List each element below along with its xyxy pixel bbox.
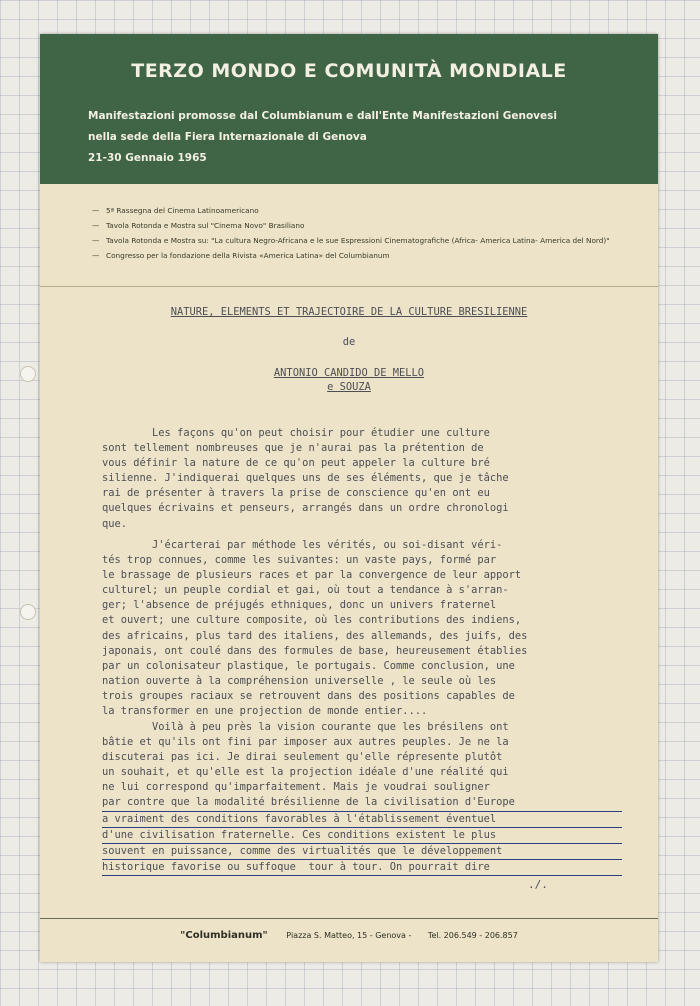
underlined-line: par contre que la modalité brésilienne de la civilisation d'Europe (102, 795, 622, 811)
text-line: trois groupes raciaux se retrouvent dans des positions capables de (102, 689, 515, 702)
footer-phone: Tel. 206.549 - 206.857 (427, 931, 518, 940)
subtitle-line-1: Manifestazioni promosse dal Columbianum e dall'Ente Manifestazioni Genovesi (88, 110, 557, 122)
event-item: — Congresso per la fondazione della Rivista «America Latina» del Columbianum (92, 251, 652, 261)
paragraph-2 (102, 538, 622, 719)
text-line: vous définir la nature de ce qu'on peut appeler la culture bré (102, 457, 490, 470)
text-line: le brassage de plusieurs races et par la convergence de leur apport (102, 569, 522, 582)
text-line: des africains, plus tard des italiens, des allemands, des juifs, des (102, 629, 528, 642)
header-divider (40, 286, 658, 287)
text-line: culturel; un peuple cordial et gai, où tout a tendance à s'arran- (102, 584, 509, 597)
footer-address: Piazza S. Matteo, 15 - Genova - (286, 931, 412, 940)
text-line: la transformer en une projection de monde entier.... (102, 705, 428, 718)
event-title: TERZO MONDO E COMUNITÀ MONDIALE (131, 60, 567, 82)
punch-hole-bottom (20, 604, 36, 620)
text-line: japonais, ont coulé dans des formules de base, heureusement établies (102, 644, 528, 657)
text-line: bâtie et qu'ils ont fini par imposer aux autres peuples. Je ne la (102, 736, 509, 749)
text-line: Les façons qu'on peut choisir pour étudier une culture (102, 427, 490, 439)
text-line: quelques écrivains et penseurs, arrangés dans un ordre chronologi (102, 502, 509, 515)
text-line: Voilà à peu près la vision courante que les brésilens ont (102, 721, 509, 733)
footer-brand: "Columbianum" (180, 930, 268, 941)
text-line: rai de présenter à travers la prise de conscience qu'en ont eu (102, 487, 490, 500)
footer-divider (40, 918, 658, 919)
subtitle-dates: 21-30 Gennaio 1965 (88, 152, 207, 164)
text-line: sont tellement nombreuses que je n'aurai pas la prétention de (102, 442, 484, 455)
text-line: tés trop connues, comme les suivantes: un vaste pays, formé par (102, 554, 497, 567)
paragraph-3 (102, 720, 622, 876)
text-line: un souhait, et qu'elle est la projection idéale d'une réalité qui (102, 766, 509, 779)
text-line: et ouvert; une culture composite, où les contributions des indiens, (102, 614, 522, 627)
punch-hole-top (20, 366, 36, 382)
author-line-1: ANTONIO CANDIDO DE MELLO (273, 367, 425, 379)
subtitle-line-2: nella sede della Fiera Internazionale di Genova (88, 131, 367, 143)
letterhead-footer (40, 930, 658, 941)
event-item: — Tavola Rotonda e Mostra su: "La cultura Negro-Africana e le sue Espressioni Cinematografiche (Africa- America Latina- America del Nord)" (92, 236, 652, 246)
paragraph-1 (102, 426, 622, 532)
author-line-2: e SOUZA (327, 381, 371, 393)
text-line: nation ouverte à la compréhension universelle , le seule où les (102, 674, 497, 687)
continuation-mark: ./. (528, 878, 548, 891)
letterhead-page (40, 34, 658, 962)
document-heading: NATURE, ELEMENTS ET TRAJECTOIRE DE LA CULTURE BRESILIENNE (170, 306, 528, 318)
text-line: ne lui correspond qu'imparfaitement. Mais je voudrai souligner (102, 781, 490, 794)
header-banner (40, 34, 658, 184)
text-line: discuterai pas ici. Je dirai seulement qu'elle répresente plutôt (102, 751, 503, 764)
text-line: ger; l'absence de préjugés ethniques, donc un univers fraternel (102, 599, 497, 612)
text-line: que. (102, 517, 128, 530)
by-line: de (342, 336, 356, 348)
events-list (92, 206, 652, 266)
event-item: — Tavola Rotonda e Mostra sul "Cinema Novo" Brasiliano (92, 221, 652, 231)
event-item: — 5ª Rassegna del Cinema Latinoamericano (92, 206, 652, 216)
underlined-line: a vraiment des conditions favorables à l'établissement éventuel (102, 812, 622, 828)
text-line: J'écarterai par méthode les vérités, ou soi-disant véri- (102, 539, 503, 551)
underlined-line: historique favorise ou suffoque tour à tour. On pourrait dire (102, 860, 622, 876)
text-line: silienne. J'indiquerai quelques uns de ses éléments, que je tâche (102, 472, 509, 485)
author-name (40, 366, 658, 394)
underlined-line: souvent en puissance, comme des virtualités que le développement (102, 844, 622, 860)
underlined-line: d'une civilisation fraternelle. Ces conditions existent le plus (102, 828, 622, 844)
text-line: par un colonisateur plastique, le portugais. Comme conclusion, une (102, 659, 515, 672)
